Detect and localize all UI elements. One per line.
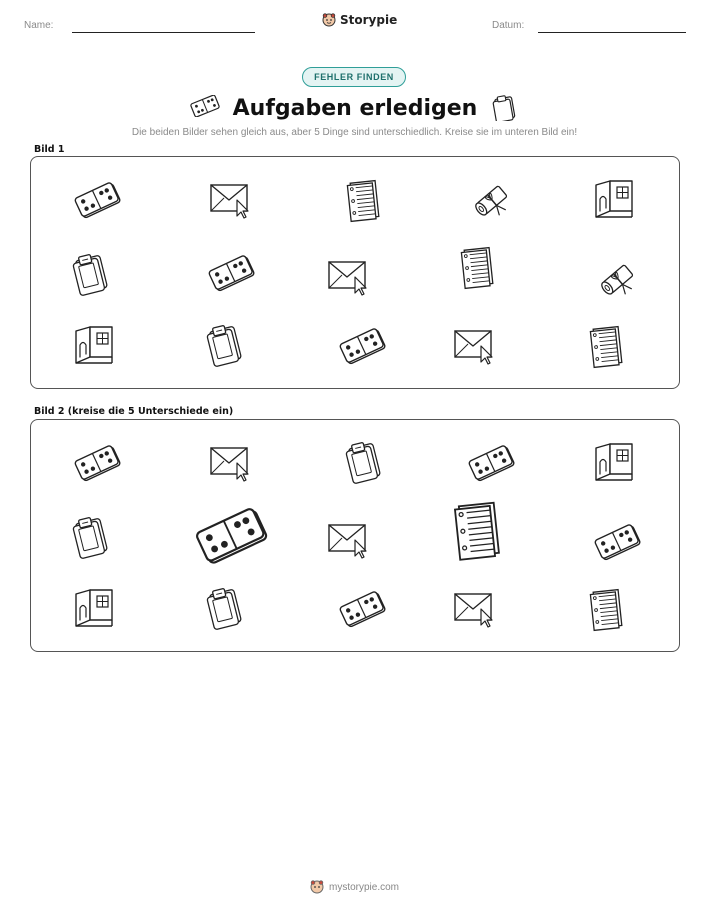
instructions-text: Die beiden Bilder sehen gleich aus, aber 5 Dinge sind unterschiedlich. Kreise sie im unteren Bild ein! bbox=[131, 127, 578, 138]
notepad-icon bbox=[346, 178, 380, 222]
corner-icon[interactable] bbox=[70, 586, 116, 632]
picture-1-panel bbox=[30, 156, 680, 389]
domino-icon bbox=[206, 252, 258, 294]
picture-2-panel[interactable] bbox=[30, 419, 680, 652]
domino-icon[interactable] bbox=[337, 588, 389, 630]
domino-icon[interactable] bbox=[72, 442, 124, 484]
footer-url: mystorypie.com bbox=[328, 881, 399, 893]
notepad-icon[interactable] bbox=[589, 587, 623, 631]
clipboard-icon bbox=[202, 321, 246, 371]
envelope-icon[interactable] bbox=[453, 590, 499, 628]
notepad-icon bbox=[589, 324, 623, 368]
clipboard-icon bbox=[68, 250, 112, 300]
page-title: Aufgaben erledigen bbox=[232, 95, 478, 121]
domino-icon bbox=[72, 179, 124, 221]
domino-icon[interactable] bbox=[592, 521, 644, 563]
picture-2-label: Bild 2 (kreise die 5 Unterschiede ein) bbox=[34, 406, 234, 417]
picture-1-label: Bild 1 bbox=[34, 144, 65, 155]
scroll-icon bbox=[596, 257, 640, 301]
brand-name: Storypie bbox=[340, 13, 398, 27]
domino-icon bbox=[190, 95, 220, 122]
domino-icon[interactable] bbox=[192, 503, 273, 568]
envelope-icon[interactable] bbox=[209, 444, 255, 482]
clipboard-icon bbox=[491, 93, 517, 126]
clipboard-icon[interactable] bbox=[68, 513, 112, 563]
envelope-icon bbox=[453, 327, 499, 365]
storypie-mascot-icon bbox=[310, 880, 324, 894]
name-line bbox=[72, 32, 255, 33]
clipboard-icon[interactable] bbox=[202, 584, 246, 634]
notepad-icon bbox=[460, 245, 494, 289]
clipboard-icon[interactable] bbox=[341, 438, 385, 488]
scroll-icon bbox=[470, 178, 514, 222]
corner-icon bbox=[590, 177, 636, 223]
date-line bbox=[538, 32, 686, 33]
envelope-icon[interactable] bbox=[327, 521, 373, 559]
envelope-icon bbox=[209, 181, 255, 219]
notepad-icon[interactable] bbox=[453, 499, 501, 561]
brand-logo bbox=[322, 13, 397, 27]
corner-icon bbox=[70, 323, 116, 369]
date-label: Datum: bbox=[492, 20, 525, 31]
name-label: Name: bbox=[24, 20, 54, 31]
storypie-mascot-icon bbox=[322, 13, 336, 27]
footer bbox=[0, 880, 709, 894]
category-badge: FEHLER FINDEN bbox=[302, 67, 406, 87]
corner-icon[interactable] bbox=[590, 440, 636, 486]
domino-icon bbox=[337, 325, 389, 367]
envelope-icon bbox=[327, 258, 373, 296]
domino-icon[interactable] bbox=[466, 442, 518, 484]
